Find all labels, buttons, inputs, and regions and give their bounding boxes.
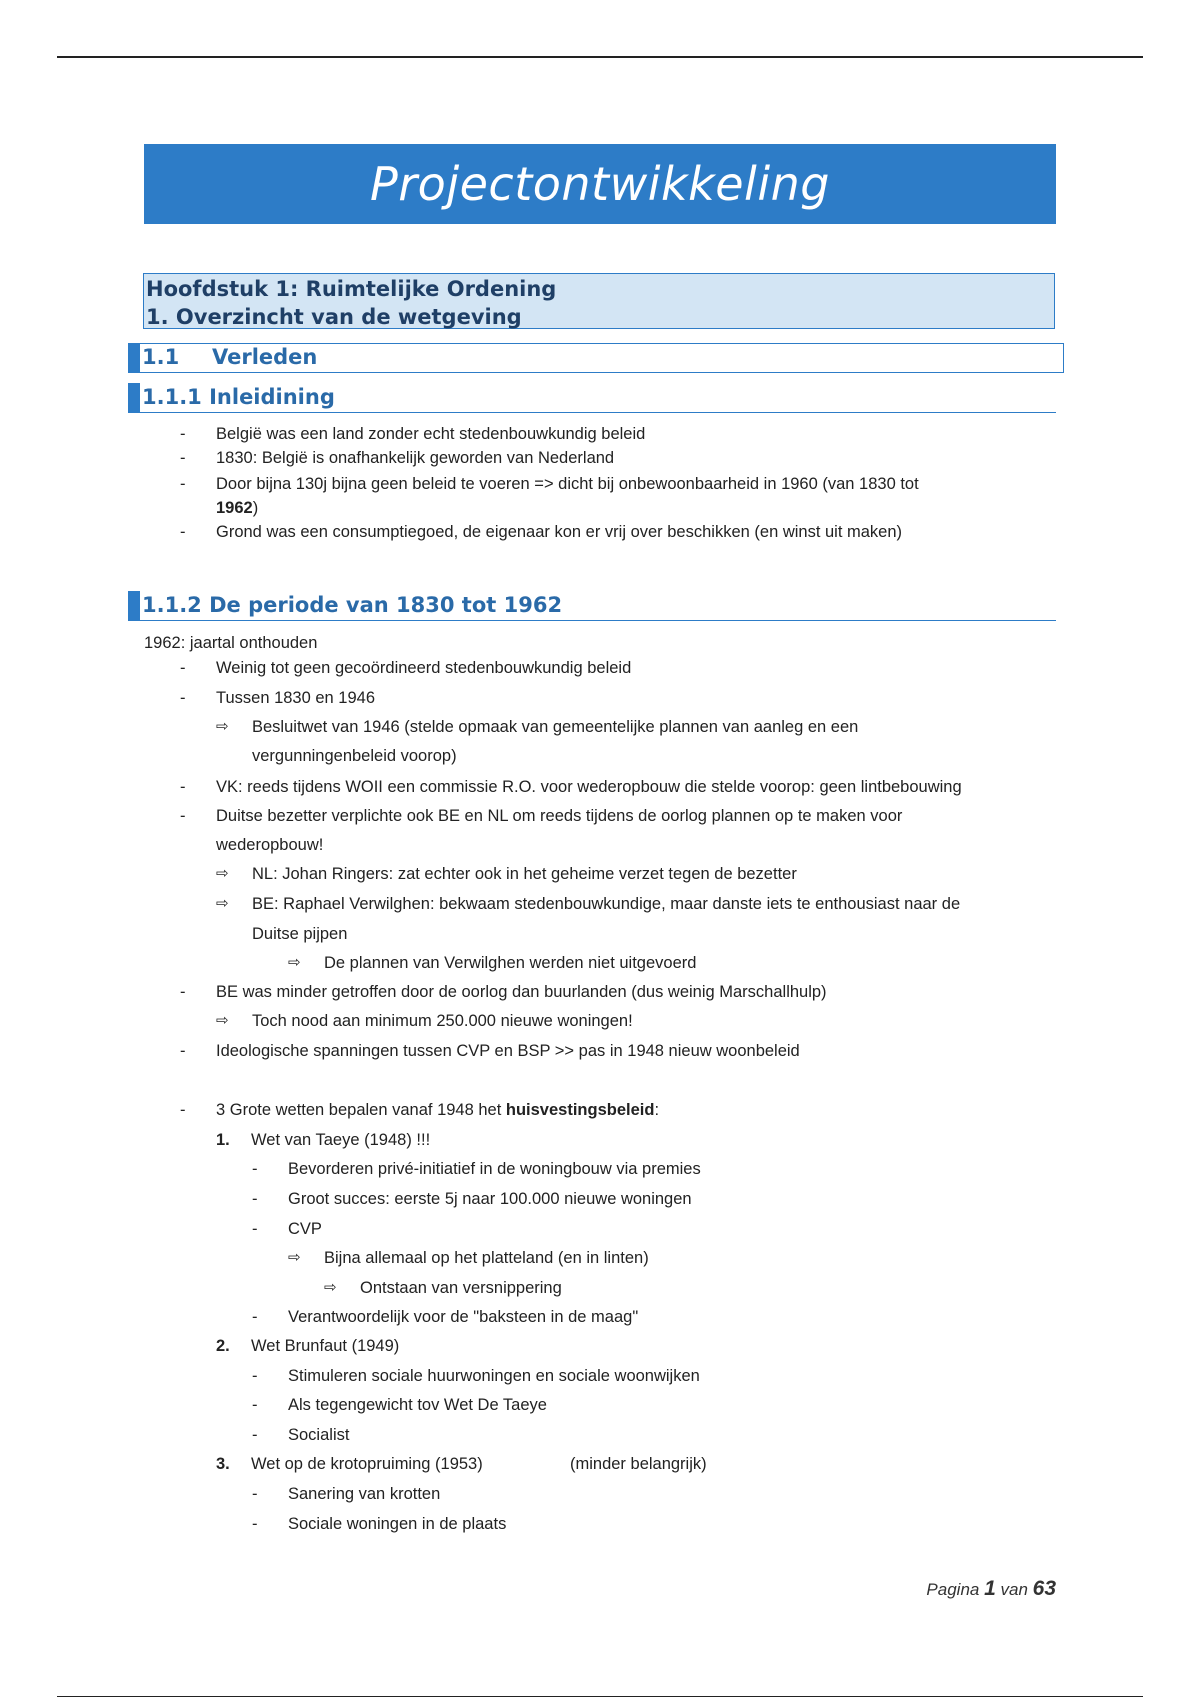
law-1-point-2: Groot succes: eerste 5j naar 100.000 nieuwe woningen xyxy=(288,1190,692,1208)
heading-1-1 xyxy=(128,343,1064,373)
bullet-dash: - xyxy=(180,449,186,467)
period-intro: 1962: jaartal onthouden xyxy=(144,634,318,652)
law-3-point-2: Sociale woningen in de plaats xyxy=(288,1515,507,1533)
law-3-point-1: Sanering van krotten xyxy=(288,1485,441,1503)
arrow-icon: ⇨ xyxy=(216,1012,229,1029)
law-3-title: Wet op de krotopruiming (1953) xyxy=(251,1455,483,1473)
bullet-dash: - xyxy=(252,1396,258,1414)
law-2-point-3: Socialist xyxy=(288,1426,350,1444)
bullet-dash: - xyxy=(180,983,186,1001)
bullet-dash: - xyxy=(180,523,186,541)
bullet-dash: - xyxy=(180,659,186,677)
law-2-title: Wet Brunfaut (1949) xyxy=(251,1337,400,1355)
bullet-dash: - xyxy=(252,1220,258,1238)
heading-1-1-2: 1.1.2 De periode van 1830 tot 1962 xyxy=(128,591,1056,621)
law-1-point-4: Verantwoordelijk voor de "baksteen in de maag" xyxy=(288,1308,639,1326)
document-title: Projectontwikkeling xyxy=(370,157,830,211)
law-3-note: (minder belangrijk) xyxy=(570,1455,707,1473)
bullet-dash: - xyxy=(180,807,186,825)
arrow-icon: ⇨ xyxy=(216,718,229,735)
period-bullet-4-line-2: wederopbouw! xyxy=(216,836,324,854)
period-arrow-4: De plannen van Verwilghen werden niet uitgevoerd xyxy=(324,954,697,972)
bullet-dash: - xyxy=(180,1101,186,1119)
period-arrow-3-line-1: BE: Raphael Verwilghen: bekwaam stedenbouwkundige, maar danste iets te enthousiast naar de xyxy=(252,895,961,913)
heading-1-1-title: Verleden xyxy=(212,345,318,369)
bullet-dash: - xyxy=(252,1160,258,1178)
section-title: 1. Overzincht van de wetgeving xyxy=(146,305,522,329)
page-footer xyxy=(926,1577,1056,1601)
year-1962: 1962 xyxy=(216,499,253,517)
list-number: 3. xyxy=(216,1455,230,1473)
page-total: 63 xyxy=(1032,1577,1056,1600)
list-number: 1. xyxy=(216,1131,230,1149)
intro-bullet-3-line-2 xyxy=(216,497,258,519)
period-arrow-5: Toch nood aan minimum 250.000 nieuwe woningen! xyxy=(252,1012,633,1030)
header-rule xyxy=(57,56,1143,58)
period-bullet-7 xyxy=(216,1099,659,1121)
law-1-point-1: Bevorderen privé-initiatief in de woningbouw via premies xyxy=(288,1160,701,1178)
period-bullet-5: BE was minder getroffen door de oorlog dan buurlanden (dus weinig Marschallhulp) xyxy=(216,983,827,1001)
bullet-dash: - xyxy=(252,1308,258,1326)
arrow-icon: ⇨ xyxy=(216,865,229,882)
period-bullet-2: Tussen 1830 en 1946 xyxy=(216,689,376,707)
bullet-dash: - xyxy=(252,1190,258,1208)
period-arrow-3-line-2: Duitse pijpen xyxy=(252,925,348,943)
chapter-heading-box xyxy=(143,273,1055,329)
period-bullet-1: Weinig tot geen gecoördineerd stedenbouwkundig beleid xyxy=(216,659,632,677)
housing-policy-term: huisvestingsbeleid xyxy=(505,1101,655,1119)
footer-rule xyxy=(57,1696,1143,1697)
period-bullet-4-line-1: Duitse bezetter verplichte ook BE en NL om reeds tijdens de oorlog plannen op te maken voor xyxy=(216,807,903,825)
laws-intro: 3 Grote wetten bepalen vanaf 1948 het xyxy=(216,1101,506,1119)
arrow-icon: ⇨ xyxy=(288,1249,301,1266)
intro-bullet-3-line-1: Door bijna 130j bijna geen beleid te voeren => dicht bij onbewoonbaarheid in 1960 (van 1830 tot xyxy=(216,475,919,493)
footer-prefix: Pagina xyxy=(926,1580,985,1599)
bullet-dash: - xyxy=(180,778,186,796)
period-arrow-2: NL: Johan Ringers: zat echter ook in het geheime verzet tegen de bezetter xyxy=(252,865,797,883)
period-arrow-1-line-1: Besluitwet van 1946 (stelde opmaak van gemeentelijke plannen van aanleg en een xyxy=(252,718,859,736)
law-1-point-3: CVP xyxy=(288,1220,322,1238)
arrow-icon: ⇨ xyxy=(288,954,301,971)
footer-mid: van xyxy=(995,1580,1033,1599)
chapter-title: Hoofdstuk 1: Ruimtelijke Ordening xyxy=(146,277,557,301)
intro-bullet-2: 1830: België is onafhankelijk geworden van Nederland xyxy=(216,449,615,467)
bullet-dash: - xyxy=(252,1367,258,1385)
intro-bullet-1: België was een land zonder echt stedenbouwkundig beleid xyxy=(216,425,646,443)
colon: : xyxy=(654,1101,660,1119)
arrow-icon: ⇨ xyxy=(324,1279,337,1296)
period-bullet-3: VK: reeds tijdens WOII een commissie R.O. voor wederopbouw die stelde voorop: geen lintbebouwing xyxy=(216,778,962,796)
list-number: 2. xyxy=(216,1337,230,1355)
title-banner xyxy=(144,144,1056,224)
bullet-dash: - xyxy=(252,1485,258,1503)
heading-1-1-number: 1.1 xyxy=(142,345,180,369)
law-1-arrow-2: Ontstaan van versnippering xyxy=(360,1279,562,1297)
bullet-dash: - xyxy=(180,1042,186,1060)
law-1-title: Wet van Taeye (1948) !!! xyxy=(251,1131,431,1149)
law-2-point-1: Stimuleren sociale huurwoningen en sociale woonwijken xyxy=(288,1367,700,1385)
intro-bullet-4: Grond was een consumptiegoed, de eigenaar kon er vrij over beschikken (en winst uit maken) xyxy=(216,523,903,541)
heading-1-1-1: 1.1.1 Inleidining xyxy=(128,383,1056,413)
closing-paren: ) xyxy=(252,499,259,517)
law-2-point-2: Als tegengewicht tov Wet De Taeye xyxy=(288,1396,547,1414)
bullet-dash: - xyxy=(252,1426,258,1444)
page-number: 1 xyxy=(984,1577,996,1600)
arrow-icon: ⇨ xyxy=(216,895,229,912)
period-bullet-6: Ideologische spanningen tussen CVP en BSP >> pas in 1948 nieuw woonbeleid xyxy=(216,1042,800,1060)
period-arrow-1-line-2: vergunningenbeleid voorop) xyxy=(252,747,457,765)
bullet-dash: - xyxy=(180,425,186,443)
bullet-dash: - xyxy=(180,475,186,493)
bullet-dash: - xyxy=(180,689,186,707)
law-1-arrow-1: Bijna allemaal op het platteland (en in linten) xyxy=(324,1249,649,1267)
bullet-dash: - xyxy=(252,1515,258,1533)
